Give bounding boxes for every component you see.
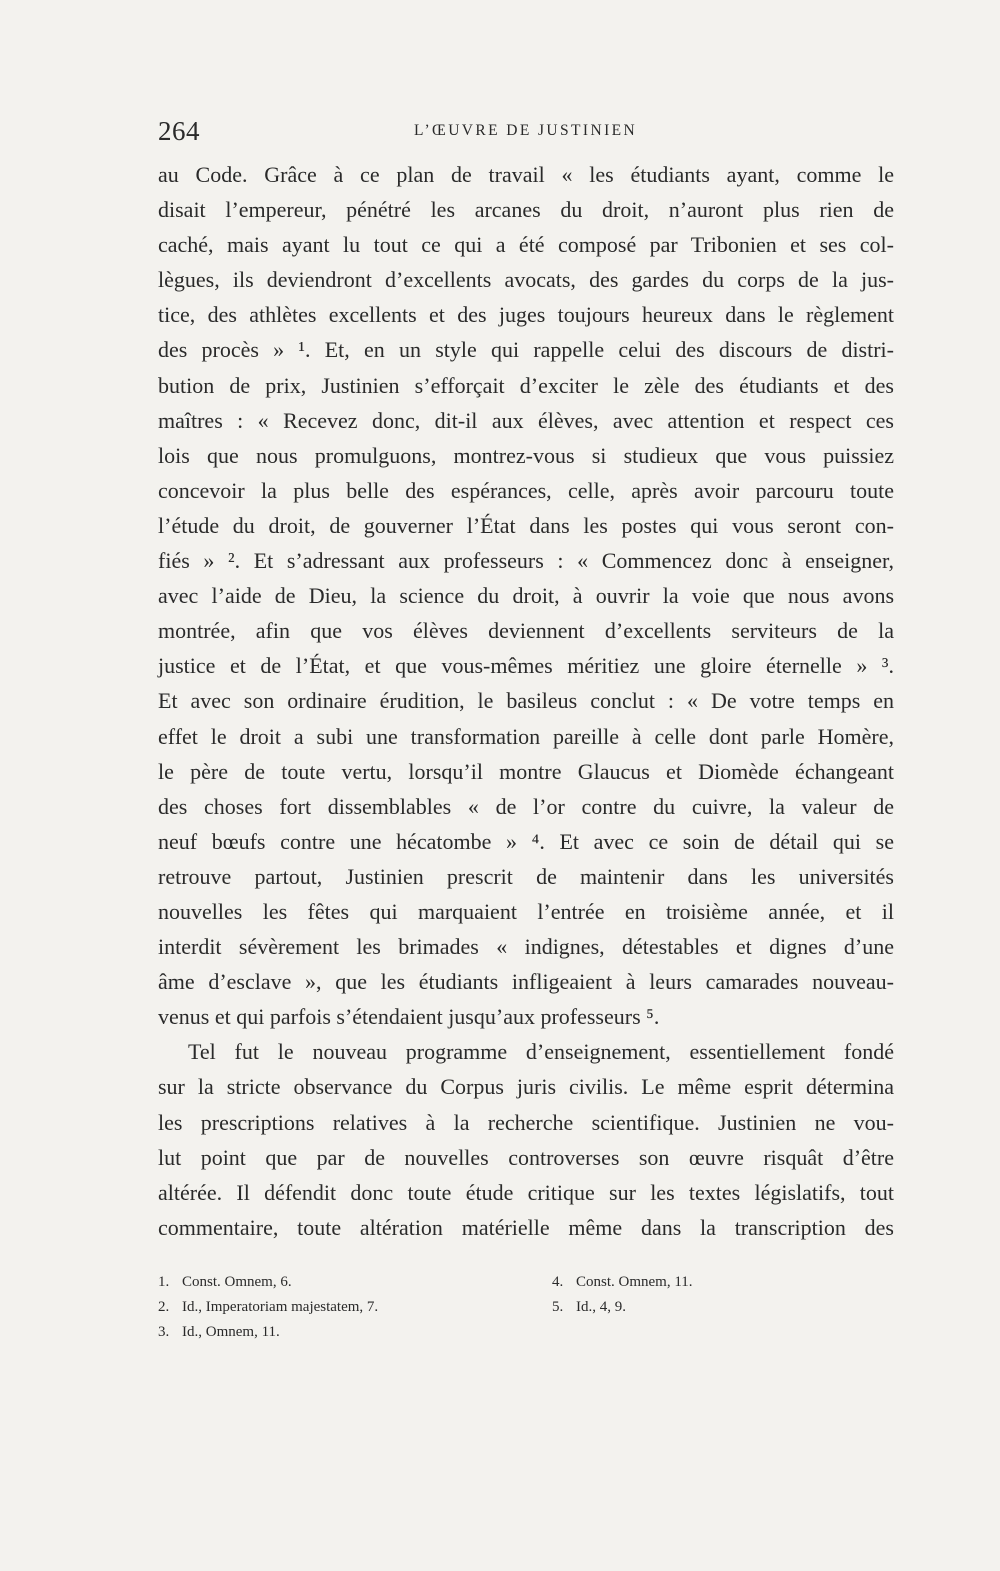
text-line: lègues, ils deviendront d’excellents avocats, des gardes du corps de la jus-	[158, 267, 894, 293]
text-line: au Code. Grâce à ce plan de travail « les étudiants ayant, comme le	[158, 162, 894, 187]
text-line: altérée. Il défendit donc toute étude critique sur les textes législatifs, tout	[158, 1179, 894, 1205]
footnote-number: 4.	[552, 1274, 564, 1290]
text-line: l’étude du droit, de gouverner l’État dans les postes qui vous seront con-	[158, 512, 894, 538]
text-line: retrouve partout, Justinien prescrit de maintenir dans les universités	[158, 863, 894, 889]
text-line: bution de prix, Justinien s’efforçait d’exciter le zèle des étudiants et des	[158, 372, 894, 398]
text-line: venus et qui parfois s’étendaient jusqu’aux professeurs ⁵.	[158, 1004, 660, 1030]
text-line: nouvelles les fêtes qui marquaient l’entrée en troisième année, et il	[158, 898, 894, 924]
text-line: montrée, afin que vos élèves deviennent d’excellents serviteurs de la	[158, 618, 894, 644]
footnote	[158, 1270, 528, 1295]
footnote	[158, 1320, 528, 1345]
text-line: des procès » ¹. Et, en un style qui rappelle celui des discours de distri-	[158, 337, 894, 363]
footnote	[552, 1295, 852, 1320]
footnote-text: Const. Omnem, 6.	[182, 1274, 292, 1290]
footnote-text: Id., Omnem, 11.	[182, 1324, 280, 1340]
text-line: justice et de l’État, et que vous-mêmes méritiez une gloire éternelle » ³.	[158, 653, 894, 679]
text-line: fiés » ². Et s’adressant aux professeurs : « Commencez donc à enseigner,	[158, 548, 894, 574]
footnote	[552, 1270, 852, 1295]
text-line: disait l’empereur, pénétré les arcanes du droit, n’auront plus rien de	[158, 197, 894, 223]
text-line: Et avec son ordinaire érudition, le basileus conclut : « De votre temps en	[158, 688, 894, 714]
text-line: sur la stricte observance du Corpus juris civilis. Le même esprit détermina	[158, 1074, 894, 1100]
footnote-number: 5.	[552, 1299, 564, 1315]
footnote-text: Id., 4, 9.	[576, 1299, 626, 1315]
text-line: le père de toute vertu, lorsqu’il montre Glaucus et Diomède échangeant	[158, 758, 894, 784]
footnote	[158, 1295, 528, 1320]
text-line: caché, mais ayant lu tout ce qui a été composé par Tribonien et ses col-	[158, 232, 894, 258]
footnotes-left-column	[158, 1270, 528, 1345]
text-line: les prescriptions relatives à la recherche scientifique. Justinien ne vou-	[158, 1109, 894, 1135]
text-line: avec l’aide de Dieu, la science du droit, à ouvrir la voie que nous avons	[158, 583, 894, 609]
text-line: neuf bœufs contre une hécatombe » ⁴. Et avec ce soin de détail qui se	[158, 828, 894, 854]
text-line: commentaire, toute altération matérielle même dans la transcription des	[158, 1214, 894, 1240]
text-line: interdit sévèrement les brimades « indignes, détestables et dignes d’une	[158, 934, 894, 960]
text-line: lut point que par de nouvelles controverses son œuvre risquât d’être	[158, 1144, 894, 1170]
text-line: effet le droit a subi une transformation pareille à celle dont parle Homère,	[158, 723, 894, 749]
text-line: maîtres : « Recevez donc, dit-il aux élèves, avec attention et respect ces	[158, 407, 894, 433]
text-line: concevoir la plus belle des espérances, celle, après avoir parcouru toute	[158, 477, 894, 503]
footnote-number: 3.	[158, 1324, 170, 1340]
text-line: lois que nous promulguons, montrez-vous si studieux que vous puissiez	[158, 442, 894, 468]
page-header	[158, 114, 895, 150]
footnote-number: 2.	[158, 1299, 170, 1315]
body-text	[158, 157, 894, 1245]
text-line: Tel fut le nouveau programme d’enseignement, essentiellement fondé	[188, 1039, 894, 1065]
footnote-number: 1.	[158, 1274, 170, 1290]
footnotes-right-column	[552, 1270, 852, 1320]
page-number: 264	[158, 116, 200, 146]
text-line: tice, des athlètes excellents et des juges toujours heureux dans le règlement	[158, 302, 894, 328]
footnote-text: Id., Imperatoriam majestatem, 7.	[182, 1299, 379, 1315]
text-line: âme d’esclave », que les étudiants infligeaient à leurs camarades nouveau-	[158, 969, 894, 995]
running-title: L’ŒUVRE DE JUSTINIEN	[414, 122, 638, 139]
footnote-text: Const. Omnem, 11.	[576, 1274, 693, 1290]
text-line: des choses fort dissemblables « de l’or contre du cuivre, la valeur de	[158, 793, 894, 819]
